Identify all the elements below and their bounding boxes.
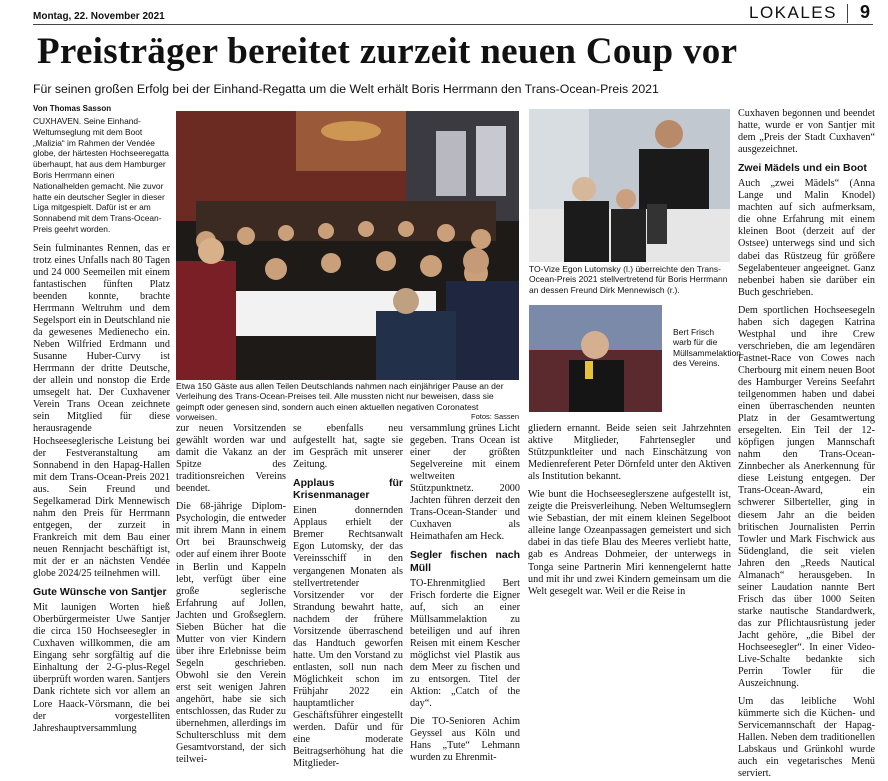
column-6 — [738, 108, 875, 780]
body-paragraph: Um das leibliche Wohl kümmerte sich die Küchen- und Servicemannschaft der Hapag-Hallen. Neben dem traditionellen Labskaus und Grünkohl wurde auch ein vegetarisches Menü serviert. — [738, 696, 875, 780]
body-paragraph: Mit launigen Worten hieß Oberbürgermeister Uwe Santjer die circa 150 Hochseesegler in Cuxhaven willkommen, die am Eingang sehr sorgfältig auf die Einhaltung der 2-G-plus-Regel überprüft worden waren. Santjers Dank richtete sich vor allem an Lore Haack-Vörsmann, die bei der vorgestelliten Jahreshauptversammlung — [33, 602, 170, 734]
page-number: 9 — [860, 2, 871, 22]
hall-illustration — [176, 111, 519, 380]
body-paragraph: Die 68-jährige Diplom-Psychologin, die entweder mit ihrem Mann in einem Ort bei Braunschweig oder auf einem ihrer Boote in Berlin und Kappeln lebt, verfügt über eine große seglerische Erfahrung auf Jollen, Jachten und Großseglern. Sieben Bücher hat die Mutter von vier Kindern über ihre Erlebnisse beim Segeln geschrieben. Obwohl sie den Verein erst seit wenigen Jahren angehört, habe sie sich entschlossen, das Ruder zu übernehmen, allerdings im Schulterschluss mit dem Gesamtvorstand, der sich teilwei- — [176, 501, 286, 766]
headline: Preisträger bereitet zurzeit neuen Coup vor — [37, 31, 738, 72]
subheading: Segler fischen nach Müll — [410, 549, 520, 574]
column-5 — [528, 423, 731, 619]
award-photo-caption: TO-Vize Egon Lutomsky (l.) überreichte den Trans-Ocean-Preis 2021 stellvertretend für Boris Herrmann an dessen Freund Dirk Mennewisch (r.). — [529, 264, 728, 295]
body-paragraph: Cuxhaven begonnen und beendet hatte, wurde er von Santjer mit dem „Preis der Stadt Cuxhaven“ ausgezeichnet. — [738, 108, 875, 156]
lead-paragraph: CUXHAVEN. Seine Einhand-Weltumseglung mit dem Boot „Malizia“ im Rahmen der Vendée globe, der härtesten Hochseeregatta überhaupt, hat aus dem Hamburger Boris Herrmann einen Nationalhelden gemacht. Nie zuvor hatte ein deutscher Segler in dieser Liga mitgespielt. Dafür ist er am Sonnabend mit dem Trans-Ocean-Preis geehrt worden. — [33, 116, 169, 234]
subheading: Gute Wünsche von Santjer — [33, 586, 167, 599]
body-paragraph: zur neuen Vorsitzenden gewählt worden war und damit die Vakanz an der Spitze des traditionsreichen Vereins beendet. — [176, 423, 286, 495]
photo-credit: Fotos: Sassen — [471, 412, 519, 422]
main-photo-caption — [176, 381, 519, 423]
header-separator — [847, 4, 848, 23]
body-paragraph: Wie bunt die Hochseeseglerszene aufgestellt ist, zeigte die Preisverleihung. Neben Weltumseglern wie Sebastian, der mit einem kleinen Segelboot alleine lange Ozeanpassagen gemeistert und sich dabei in das tiefe Blau des Meeres verliebt hatte, gab es Andreas Dohmeier, der unterwegs in Tonga seine Partnerin Miri kennengelernt hatte und mit ihr und zwei Kindern gemeinsam um die Welt gesegelt war. Weil er die Reise in — [528, 489, 731, 597]
main-photo-caption-text: Etwa 150 Gäste aus allen Teilen Deutschlands nahmen nach einjähriger Pause an der Verleihung des Trans-Ocean-Preises teil. Alle mussten nicht nur beweisen, dass sie geimpft oder genesen sind, sondern auch einen aktuellen negativen Coronatest vorweisen. — [176, 381, 504, 423]
column-3 — [293, 423, 403, 770]
body-paragraph: Einen donnernden Applaus erhielt der Bremer Rechtsanwalt Egon Lutomsky, der das Vereinsschiff in den vergangenen Monaten als stellvertretender Vorsitzender vor der Strandung bewahrt hatte, nachdem der frühere Vorsitzende überraschend das Handtuch geworfen hatte. Um den Vorstand zu entlasten, soll nun nach Möglichkeit schon im Frühjahr 2022 ein hauptamtlicher Geschäftsführer eingestellt werden. Dafür und für eine moderate Beitragserhöhung hat die Mitglieder- — [293, 505, 403, 770]
main-photo-event-hall — [176, 111, 519, 380]
header-rule — [33, 24, 873, 25]
body-paragraph: versammlung grünes Licht gegeben. Trans Ocean ist einer der größten Segelvereine mit einem weltweiten Stützpunktnetz. 2000 Jachten führen derzeit den Trans-Ocean-Stander und Cuxhaven als Heimathafen am Heck. — [410, 423, 520, 543]
subheading: Zwei Mädels und ein Boot — [738, 162, 867, 175]
column-1 — [33, 104, 170, 734]
column-4 — [410, 423, 520, 764]
subheading: Applaus für Krisenmanager — [293, 477, 403, 502]
byline: Von Thomas Sasson — [33, 104, 112, 113]
award-photo — [529, 109, 730, 262]
speaker-illustration — [529, 305, 662, 412]
column-2 — [176, 423, 286, 766]
issue-date: Montag, 22. November 2021 — [33, 11, 165, 22]
section-name: LOKALES — [749, 3, 837, 22]
subheadline: Für seinen großen Erfolg bei der Einhand-Regatta um die Welt erhält Boris Herrmann den Trans-Ocean-Preis 2021 — [33, 82, 659, 96]
award-illustration — [529, 109, 730, 262]
body-paragraph: se ebenfalls neu aufgestellt hat, sagte sie im Gespräch mit unserer Zeitung. — [293, 423, 403, 471]
body-paragraph: TO-Ehrenmitglied Bert Frisch forderte die Eigner auf, sich an einer Müllsammelaktion zu beteiligen und auf ihren Reisen mit einem Kescher möglichst viel Plastik aus dem Meer zu fischen und zu entsorgen. Titel der Aktion: „Catch of the day“. — [410, 577, 520, 710]
body-paragraph: Auch „zwei Mädels“ (Anna Lange und Malin Knodel) machten auf sich aufmerksam, die ohne Erfahrung mit einem kleinen Boot (derzeit auf der Ostsee) unterwegs sind und sich dabei das Rüstzeug für größere Segelabenteuer angeeignet. Ganz nebenbei haben sie darüber ein Buch geschrieben. — [738, 178, 875, 298]
speaker-photo — [529, 305, 662, 412]
body-paragraph: Dem sportlichen Hochseesegeln haben sich dagegen Katrina Westphal und ihre Crew verschrieben, die am legendären Fastnet-Race von Cowes nach Cherbourg mit einem neuen Boot des Hamburger Vereins Seefahrt teilgenommen haben und dabei einen überraschenden neunten Platz in der Gesamtwertung ersegelten. Ein Teil der 12-köpfigen jungen Mannschaft nahm den Trans-Ocean-Zinnbecher als Anerkennung für diese Leistung entgegen. Der Trans-Ocean-Award, ein schwerer Silberteller, ging in diesem Jahr an die beiden britischen Journalisten Perrin Towler und Mark Fischwick aus Südengland, die seit vielen Jahren den „Reeds Nautical Almanach“ herausgeben. In seiner Laudation nannte Bert Frisch das über 1000 Seiten starke nautische Standardwerk, das zur Pflichtausrüstung jeder Jacht gehöre, „die Bibel der Hochseesegler“. In einer Video-Live-Schalte bedankte sich Perrin Towler für die Auszeichnung. — [738, 304, 875, 690]
speaker-photo-caption: Bert Frisch warb für die Müllsammelaktion des Vereins. — [673, 327, 742, 369]
body-paragraph: Die TO-Senioren Achim Geyssel aus Köln und Hans „Tute“ Lehmann wurden zu Ehrenmit- — [410, 716, 520, 764]
body-paragraph: Sein fulminantes Rennen, das er trotz eines Unfalls nach 80 Tagen und 24 000 Seemeilen mit einem fantastischen fünften Platz beenden konnte, brachte Herrmann Weltruhm und dem Segelsport ein in Deutschland nie da gewesenes Medienecho ein. Neben Wilfried Erdmann und Susanne Huber-Curvy ist Herrmann der dritte Deutsche, der allein und nonstop die Erde umsegelt hat. Der Cuxhavener Verein Trans Ocean zeichnete sein Mitglied für diese herausragende Hochseeseglerische Leistung bei der Festveranstaltung am Sonnabend in den Hapag-Hallen mit dem Trans-Ocean-Preis 2021 aus. Sein Freund und Segelkamerad Dirk Mennewisch nahm den Preis für Herrmann entgegen, der zurzeit in Frankreich mit dem Bau einer neuen Rennjacht beschäftigt ist, mit der er an nächsten Vendée globe 2024/25 teilnehmen will. — [33, 242, 170, 580]
body-paragraph: gliedern ernannt. Beide seien seit Jahrzehnten aktive Mitglieder, Fahrtensegler und Stützpunktleiter und nach Einschätzung von Medienreferent Peter Dörnfeld unter den Aktiven als Institution bekannt. — [528, 423, 731, 483]
